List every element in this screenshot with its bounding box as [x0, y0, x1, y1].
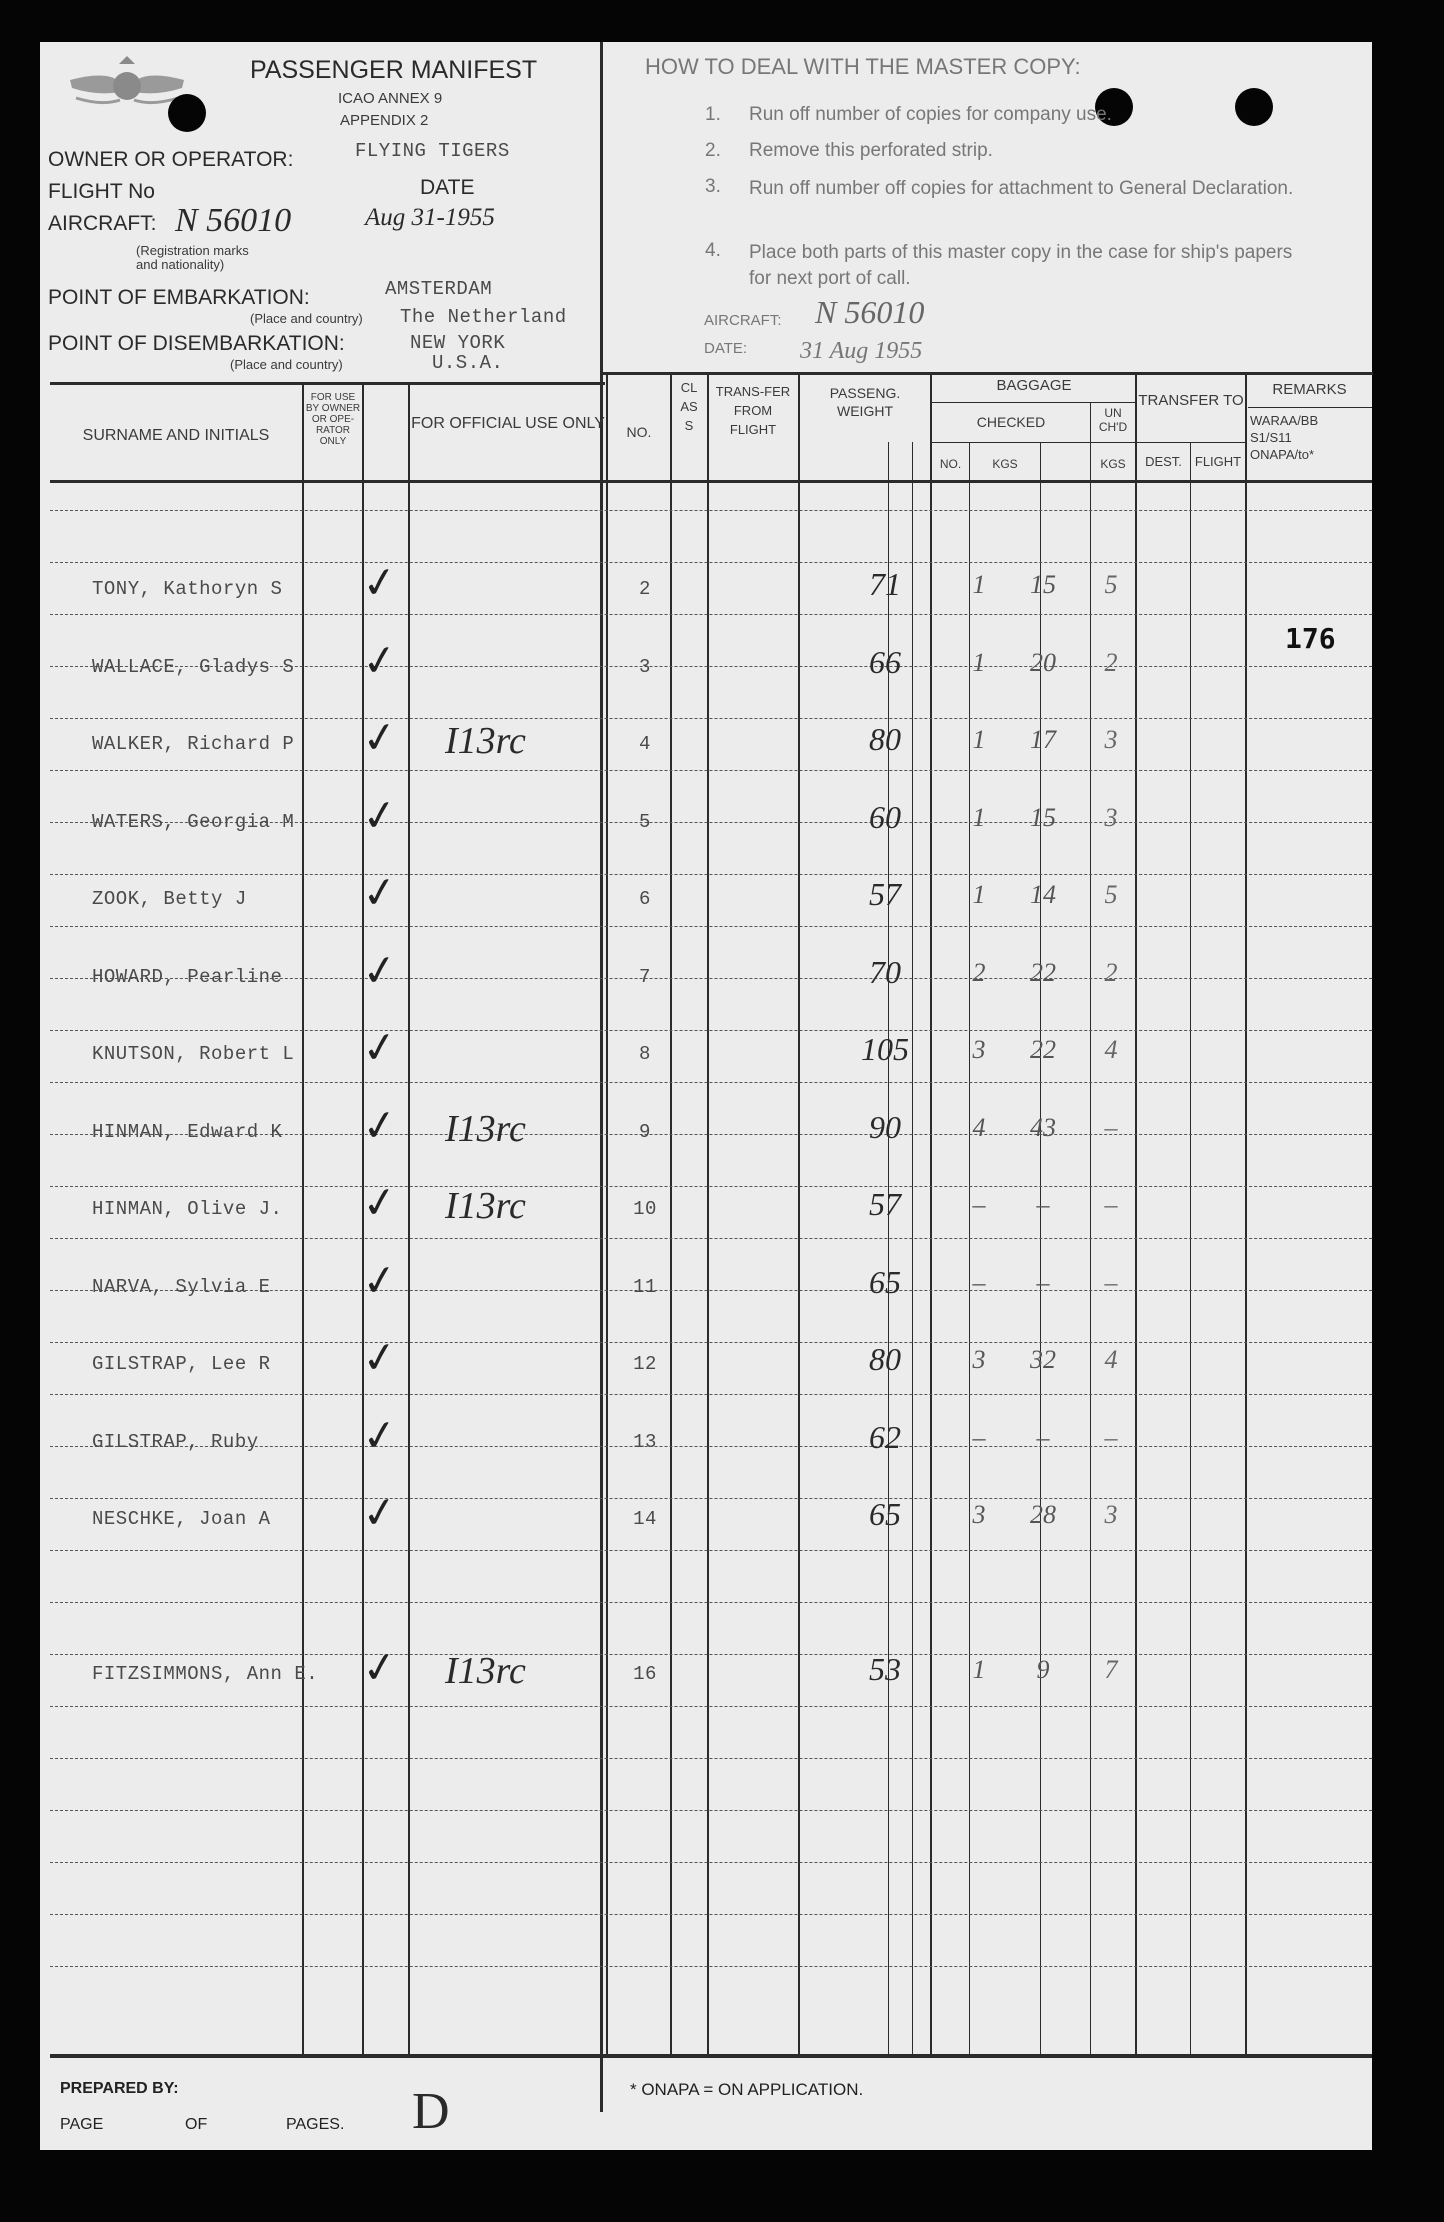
disembarkation-note: (Place and country): [230, 357, 343, 372]
registration-note-2: and nationality): [136, 257, 225, 272]
passenger-name: HOWARD, Pearline: [92, 966, 283, 988]
row-rule: [50, 1914, 1372, 1915]
col-remarks: REMARKS: [1272, 381, 1347, 398]
instr-date-value: 31 Aug 1955: [800, 338, 923, 364]
unchecked-kgs: 3: [1104, 803, 1118, 832]
passenger-name: HINMAN, Edward K: [92, 1121, 283, 1143]
bag-count: 3: [972, 1500, 986, 1529]
row-number: 14: [633, 1508, 657, 1530]
row-rule: [50, 1966, 1372, 1967]
unchecked-kgs: 2: [1104, 958, 1118, 987]
bag-kgs: 15: [1030, 803, 1056, 832]
col-transfer-to: TRANSFER TO: [1138, 392, 1244, 409]
table-row: [40, 1330, 1372, 1405]
check-mark: ✓: [358, 943, 401, 998]
official-code: I13rc: [445, 1108, 526, 1150]
owner-value: FLYING TIGERS: [355, 140, 510, 162]
unchecked-kgs: –: [1104, 1268, 1118, 1297]
of-label: OF: [185, 2116, 208, 2133]
col-bag-no: NO.: [939, 457, 962, 471]
step-text: Remove this perforated strip.: [749, 140, 993, 161]
row-number: 16: [633, 1663, 657, 1685]
step-number: 1.: [705, 104, 721, 125]
table-bottom-rule: [50, 2054, 1372, 2058]
passenger-weight: 66: [869, 644, 901, 680]
col-unchd: UN CH'D: [1098, 406, 1128, 434]
unchecked-kgs: –: [1104, 1423, 1118, 1452]
prepared-by: PREPARED BY:: [60, 2080, 179, 2097]
embarkation-country: The Netherland: [400, 306, 567, 328]
bag-count: –: [972, 1190, 986, 1219]
row-number: 3: [639, 656, 651, 678]
bag-count: –: [972, 1268, 986, 1297]
embarkation-note: (Place and country): [250, 311, 363, 326]
official-code: I13rc: [445, 720, 526, 762]
date-label: DATE: [420, 176, 475, 199]
aircraft-value: N 56010: [175, 202, 292, 239]
manifest-title: PASSENGER MANIFEST: [250, 56, 538, 84]
bag-count: 2: [972, 958, 986, 987]
appendix: APPENDIX 2: [340, 112, 429, 129]
embarkation-label: POINT OF EMBARKATION:: [48, 286, 310, 309]
passenger-weight: 105: [861, 1031, 909, 1067]
passenger-weight: 62: [869, 1419, 901, 1455]
header-bottom-rule: [50, 480, 1372, 483]
col-remarks-codes: WARAA/BB S1/S11 ONAPA/to*: [1250, 413, 1319, 462]
bag-count: –: [972, 1423, 986, 1452]
bag-count: 1: [972, 648, 986, 677]
unchecked-kgs: 3: [1104, 1500, 1118, 1529]
bag-count: 4: [972, 1113, 986, 1142]
instr-date-label: DATE:: [704, 340, 748, 357]
flight-label: FLIGHT No: [48, 180, 155, 203]
passenger-name: ZOOK, Betty J: [92, 888, 247, 910]
passenger-weight: 65: [869, 1496, 901, 1532]
bag-count: 3: [972, 1345, 986, 1374]
passenger-weight: 80: [869, 1341, 901, 1377]
unchecked-kgs: 2: [1104, 648, 1118, 677]
bag-kgs: –: [1036, 1190, 1050, 1219]
registration-note: (Registration marks: [136, 243, 249, 258]
passenger-name: WALKER, Richard P: [92, 733, 295, 755]
remarks-number: 176: [1285, 622, 1336, 655]
passenger-name: NARVA, Sylvia E: [92, 1276, 271, 1298]
row-rule: [50, 510, 1372, 511]
step-text: Place both parts of this master copy in the case for ship's papers for next port of call.: [749, 242, 1293, 289]
row-number: 8: [639, 1043, 651, 1065]
bag-kgs: 17: [1030, 725, 1056, 754]
check-mark: ✓: [358, 710, 401, 765]
bag-kgs: 22: [1030, 958, 1056, 987]
row-number: 9: [639, 1121, 651, 1143]
bag-kgs: 14: [1030, 880, 1056, 909]
table-row: [40, 943, 1372, 1018]
passenger-name: WATERS, Georgia M: [92, 811, 295, 833]
row-rule: [50, 1342, 1372, 1343]
onapa-note: * ONAPA = ON APPLICATION.: [630, 2080, 864, 2099]
bag-count: 1: [972, 1655, 986, 1684]
bag-count: 1: [972, 803, 986, 832]
step-text: Run off number of copies for company use.: [749, 104, 1112, 125]
unchecked-kgs: 4: [1104, 1345, 1118, 1374]
bag-kgs: 9: [1036, 1655, 1050, 1684]
row-rule: [50, 1810, 1372, 1811]
baggage-sub-rule: [931, 402, 1136, 403]
col-flight: FLIGHT: [1194, 454, 1242, 469]
col-transfer-from: TRANS-FER FROM FLIGHT: [715, 384, 791, 437]
disembarkation-country: U.S.A.: [432, 352, 504, 374]
remarks-sub-rule: [1248, 407, 1372, 408]
step-number: 3.: [705, 176, 721, 197]
row-number: 12: [633, 1353, 657, 1375]
instr-aircraft-label: AIRCRAFT:: [704, 312, 782, 329]
check-mark: ✓: [358, 1640, 401, 1695]
instructions-title: HOW TO DEAL WITH THE MASTER COPY:: [645, 54, 1081, 79]
perforation-line: [600, 42, 603, 372]
unchecked-kgs: 4: [1104, 1035, 1118, 1064]
official-code: I13rc: [445, 1185, 526, 1227]
bag-count: 3: [972, 1035, 986, 1064]
unchecked-kgs: 3: [1104, 725, 1118, 754]
step-number: 2.: [705, 140, 721, 161]
col-baggage: BAGGAGE: [996, 377, 1072, 394]
bag-kgs: 20: [1030, 648, 1056, 677]
row-number: 13: [633, 1431, 657, 1453]
table-row: [40, 1098, 1372, 1173]
bag-kgs: –: [1036, 1268, 1050, 1297]
check-mark: ✓: [358, 788, 401, 843]
disembarkation-label: POINT OF DISEMBARKATION:: [48, 332, 345, 355]
table-row: [40, 1020, 1372, 1095]
bag-count: 1: [972, 570, 986, 599]
row-rule: [50, 718, 1372, 719]
table-row: [40, 1175, 1372, 1250]
table-row: [40, 788, 1372, 863]
bag-count: 1: [972, 725, 986, 754]
row-rule: [50, 1862, 1372, 1863]
passenger-weight: 80: [869, 721, 901, 757]
check-mark: ✓: [358, 1330, 401, 1385]
instr-aircraft-value: N 56010: [815, 294, 925, 330]
row-number: 2: [639, 578, 651, 600]
check-mark: ✓: [358, 1485, 401, 1540]
table-row: [40, 865, 1372, 940]
passenger-weight: 71: [869, 566, 901, 602]
table-row: [40, 1485, 1372, 1560]
passenger-weight: 70: [869, 954, 901, 990]
check-mark: ✓: [358, 1253, 401, 1308]
unchecked-kgs: 5: [1104, 880, 1118, 909]
manifest-sheet: [40, 42, 1372, 2150]
passenger-weight: 57: [869, 876, 901, 912]
passenger-name: GILSTRAP, Lee R: [92, 1353, 271, 1375]
table-top-rule-left: [50, 382, 605, 385]
bag-kgs: 43: [1030, 1113, 1056, 1142]
check-mark: ✓: [358, 1020, 401, 1075]
page-label: PAGE: [60, 2116, 104, 2133]
row-number: 10: [633, 1198, 657, 1220]
passenger-weight: 60: [869, 799, 901, 835]
pages-label: PAGES.: [286, 2116, 345, 2133]
row-number: 5: [639, 811, 651, 833]
aircraft-label: AIRCRAFT:: [48, 212, 157, 235]
table-row: [40, 1253, 1372, 1328]
row-rule: [50, 1758, 1372, 1759]
check-mark: ✓: [358, 1408, 401, 1463]
row-rule: [50, 874, 1372, 875]
passenger-weight: 90: [869, 1109, 901, 1145]
check-mark: ✓: [358, 633, 401, 688]
table-row: [40, 555, 1372, 630]
row-rule: [50, 1186, 1372, 1187]
col-no: NO.: [626, 424, 652, 440]
check-mark: ✓: [358, 1098, 401, 1153]
row-number: 6: [639, 888, 651, 910]
col-class: CLASS: [680, 380, 698, 433]
passenger-weight: 65: [869, 1264, 901, 1300]
bag-kgs: 28: [1030, 1500, 1056, 1529]
row-number: 4: [639, 733, 651, 755]
row-number: 11: [633, 1276, 657, 1298]
bag-kgs: –: [1036, 1423, 1050, 1452]
passenger-weight: 53: [869, 1651, 901, 1687]
punch-hole: [168, 94, 206, 132]
step-number: 4.: [705, 240, 721, 261]
date-value: Aug 31-1955: [365, 204, 495, 231]
unchecked-kgs: 7: [1104, 1655, 1118, 1684]
col-passeng-weight: PASSENG. WEIGHT: [829, 385, 901, 419]
check-mark: ✓: [358, 1175, 401, 1230]
passenger-name: HINMAN, Olive J.: [92, 1198, 283, 1220]
col-bag-kgs: KGS: [992, 457, 1018, 471]
table-top-rule-right: [603, 372, 1373, 375]
passenger-weight: 57: [869, 1186, 901, 1222]
col-dest: DEST.: [1145, 454, 1182, 469]
bag-kgs: 15: [1030, 570, 1056, 599]
official-code: I13rc: [445, 1650, 526, 1692]
bag-kgs: 22: [1030, 1035, 1056, 1064]
table-row: [40, 1408, 1372, 1483]
owner-label: OWNER OR OPERATOR:: [48, 148, 294, 171]
col-official: FOR OFFICIAL USE ONLY: [411, 415, 605, 432]
row-rule: [50, 1030, 1372, 1031]
unchecked-kgs: –: [1104, 1113, 1118, 1142]
passenger-name: KNUTSON, Robert L: [92, 1043, 295, 1065]
passenger-name: FITZSIMMONS, Ann E.: [92, 1663, 319, 1685]
passenger-name: TONY, Kathoryn S: [92, 578, 283, 600]
table-row: [40, 1578, 1372, 1638]
embarkation-value: AMSTERDAM: [385, 278, 493, 300]
check-mark: ✓: [358, 555, 401, 610]
passenger-name: GILSTRAP, Ruby: [92, 1431, 259, 1453]
unchecked-kgs: 5: [1104, 570, 1118, 599]
bag-count: 1: [972, 880, 986, 909]
disembarkation-value: NEW YORK: [410, 332, 506, 354]
passenger-name: NESCHKE, Joan A: [92, 1508, 271, 1530]
col-surname: SURNAME AND INITIALS: [82, 427, 270, 444]
page-mark: D: [412, 2083, 450, 2140]
col-for-use: FOR USE BY OWNER OR OPE-RATOR ONLY: [305, 392, 361, 447]
icao-annex: ICAO ANNEX 9: [338, 90, 443, 107]
row-rule: [50, 562, 1372, 563]
check-mark: ✓: [358, 865, 401, 920]
col-checked: CHECKED: [976, 414, 1046, 430]
col-unchd-kgs: KGS: [1100, 457, 1126, 471]
unchecked-kgs: –: [1104, 1190, 1118, 1219]
step-text: Run off number off copies for attachment to General Declaration.: [749, 178, 1294, 199]
row-rule: [50, 1498, 1372, 1499]
row-number: 7: [639, 966, 651, 988]
baggage-sub-rule-2: [931, 442, 1246, 443]
passenger-name: WALLACE, Gladys S: [92, 656, 295, 678]
table-row: [40, 1640, 1372, 1715]
bag-kgs: 32: [1030, 1345, 1056, 1374]
table-row: [40, 710, 1372, 785]
